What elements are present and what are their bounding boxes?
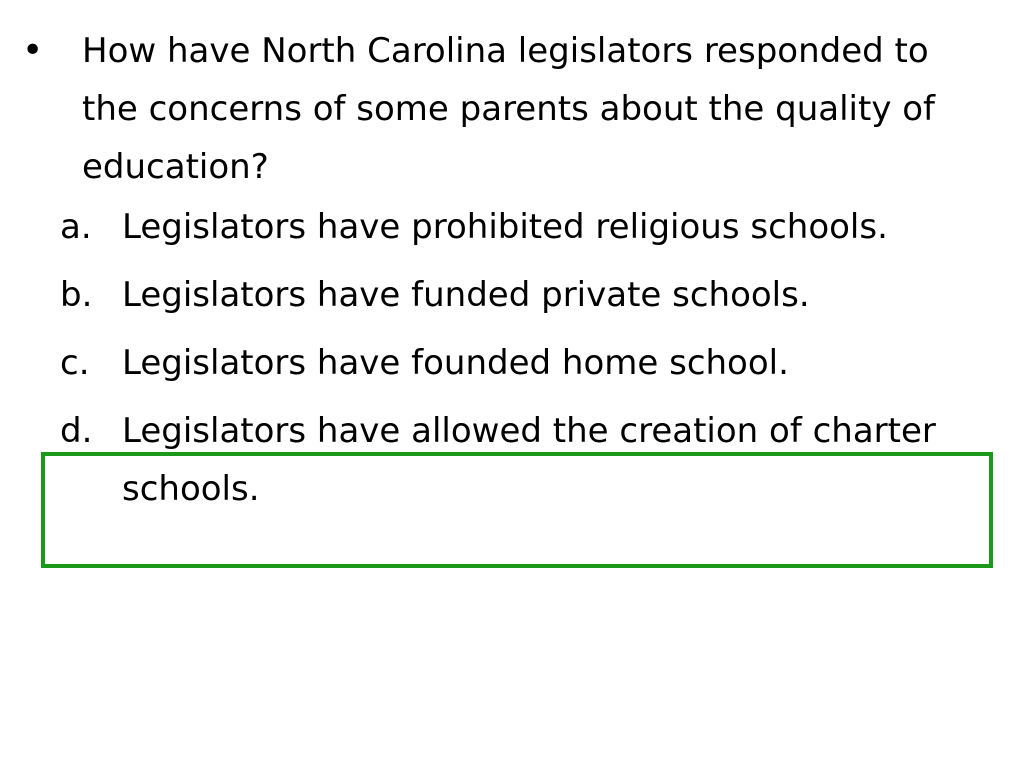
option-text: Legislators have funded private schools. [122, 275, 810, 315]
option-letter: d. [60, 411, 93, 451]
option-a [60, 198, 1020, 256]
correct-answer-highlight-box [41, 452, 993, 568]
bullet-icon: • [22, 30, 44, 71]
option-letter: a. [60, 207, 92, 247]
option-text: Legislators have founded home school. [122, 343, 789, 383]
question [20, 22, 1000, 196]
option-letter: c. [60, 343, 90, 383]
question-text: How have North Carolina legislators responded to the concerns of some parents about the quality of education? [82, 31, 936, 187]
option-c [60, 334, 1020, 392]
option-text: Legislators have prohibited religious schools. [122, 207, 888, 247]
option-b [60, 266, 1020, 324]
option-text: Legislators have allowed the creation of charter schools. [122, 411, 936, 509]
option-letter: b. [60, 275, 93, 315]
